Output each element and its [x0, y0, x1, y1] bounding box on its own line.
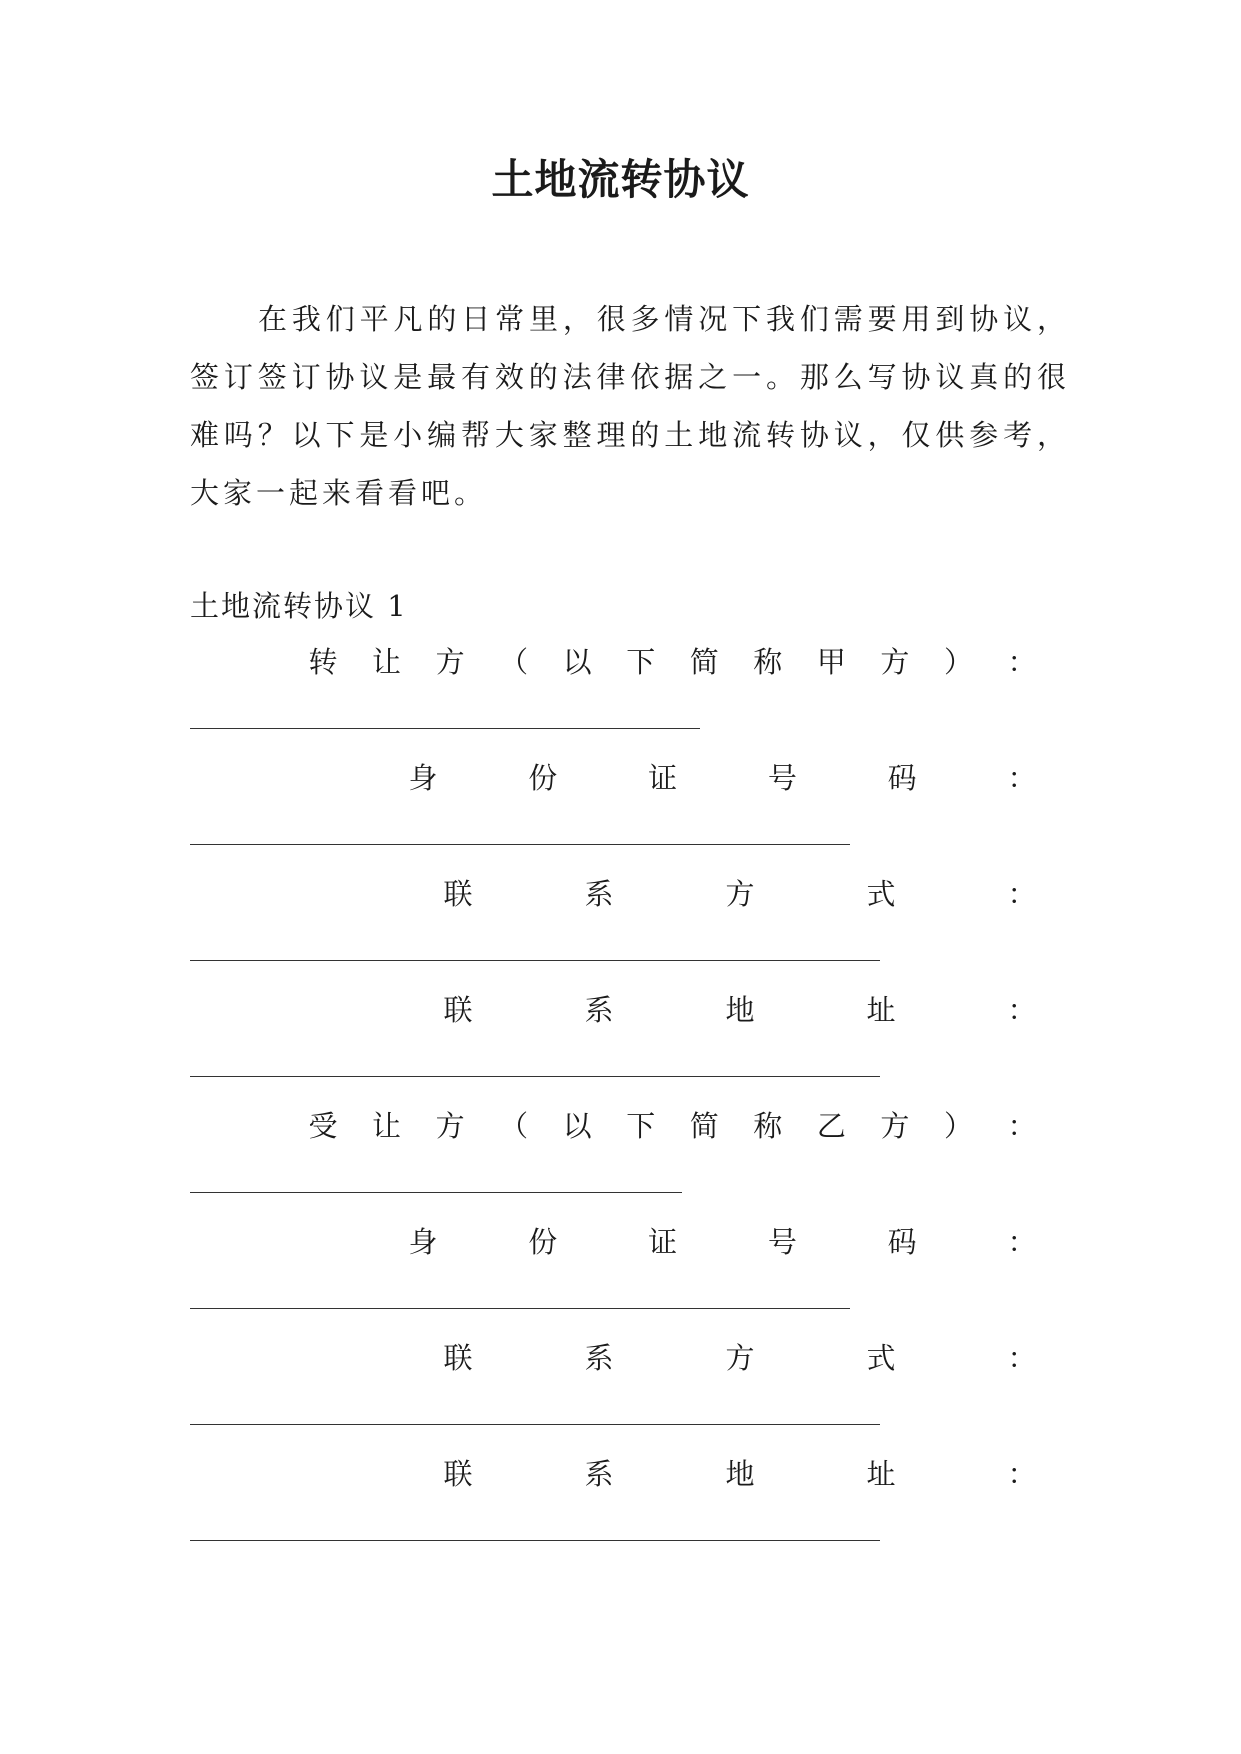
- field-label-contact-address: [190, 988, 1040, 1032]
- label-char: ：: [1007, 761, 1037, 795]
- label-char: 身: [408, 1225, 438, 1259]
- label-char: 号: [767, 1225, 797, 1259]
- label-char: ：: [1007, 993, 1037, 1027]
- label-char: 证: [648, 1225, 678, 1259]
- label-char: ）: [943, 645, 973, 679]
- label-char: 式: [866, 1341, 896, 1375]
- field-label-contact-address: [190, 1452, 1040, 1496]
- label-char: 转: [308, 645, 338, 679]
- label-char: 联: [443, 993, 473, 1027]
- blank-line-id-number: [190, 1308, 850, 1309]
- label-char: 方: [725, 1341, 755, 1375]
- document-title: 土地流转协议: [491, 155, 750, 204]
- blank-line-contact-address: [190, 1540, 880, 1541]
- label-char: ：: [1007, 1457, 1037, 1491]
- label-char: 系: [584, 877, 614, 911]
- blank-line-id-number: [190, 844, 850, 845]
- label-char: 让: [372, 1109, 402, 1143]
- field-label-contact-method: [190, 872, 1040, 916]
- label-char: 份: [528, 1225, 558, 1259]
- label-char: 让: [372, 645, 402, 679]
- label-char: 身: [408, 761, 438, 795]
- label-char: 下: [626, 1109, 656, 1143]
- label-char: 系: [584, 1457, 614, 1491]
- label-char: 式: [866, 877, 896, 911]
- label-char: 方: [435, 645, 465, 679]
- label-char: 称: [753, 1109, 783, 1143]
- label-char: 方: [880, 1109, 910, 1143]
- label-char: 址: [866, 1457, 896, 1491]
- field-label-contact-method: [190, 1336, 1040, 1380]
- label-char: 方: [725, 877, 755, 911]
- label-char: ）: [943, 1109, 973, 1143]
- label-char: 址: [866, 993, 896, 1027]
- label-char: 系: [584, 993, 614, 1027]
- section-heading: 土地流转协议 1: [190, 589, 408, 623]
- label-char: 联: [443, 1457, 473, 1491]
- label-char: 份: [528, 761, 558, 795]
- field-label-id-number: [190, 1220, 1040, 1264]
- label-char: 下: [626, 645, 656, 679]
- label-char: 码: [887, 761, 917, 795]
- label-char: ：: [1007, 1109, 1037, 1143]
- blank-line-contact-method: [190, 960, 880, 961]
- label-char: ：: [1007, 877, 1037, 911]
- label-char: 码: [887, 1225, 917, 1259]
- label-char: 以: [562, 1109, 592, 1143]
- label-char: 简: [689, 645, 719, 679]
- label-char: ：: [1007, 645, 1037, 679]
- label-char: 简: [689, 1109, 719, 1143]
- blank-line-transferor: [190, 728, 700, 729]
- field-label-transferee: [190, 1104, 1040, 1148]
- label-char: 地: [725, 1457, 755, 1491]
- label-char: 联: [443, 1341, 473, 1375]
- label-char: 联: [443, 877, 473, 911]
- label-char: （: [499, 645, 529, 679]
- label-char: ：: [1007, 1341, 1037, 1375]
- label-char: 号: [767, 761, 797, 795]
- label-char: 乙: [816, 1109, 846, 1143]
- label-char: 甲: [816, 645, 846, 679]
- field-label-transferor: [190, 640, 1040, 684]
- label-char: 受: [308, 1109, 338, 1143]
- label-char: 以: [562, 645, 592, 679]
- field-label-id-number: [190, 756, 1040, 800]
- label-char: 地: [725, 993, 755, 1027]
- intro-paragraph: 在我们平凡的日常里，很多情况下我们需要用到协议，签订签订协议是最有效的法律依据之一。那么写协议真的很难吗？以下是小编帮大家整理的土地流转协议，仅供参考，大家一起来看看吧。: [190, 302, 1070, 510]
- blank-line-transferee: [190, 1192, 682, 1193]
- blank-line-contact-address: [190, 1076, 880, 1077]
- label-char: ：: [1007, 1225, 1037, 1259]
- label-char: 证: [648, 761, 678, 795]
- label-char: （: [499, 1109, 529, 1143]
- blank-line-contact-method: [190, 1424, 880, 1425]
- label-char: 称: [753, 645, 783, 679]
- label-char: 方: [435, 1109, 465, 1143]
- label-char: 方: [880, 645, 910, 679]
- label-char: 系: [584, 1341, 614, 1375]
